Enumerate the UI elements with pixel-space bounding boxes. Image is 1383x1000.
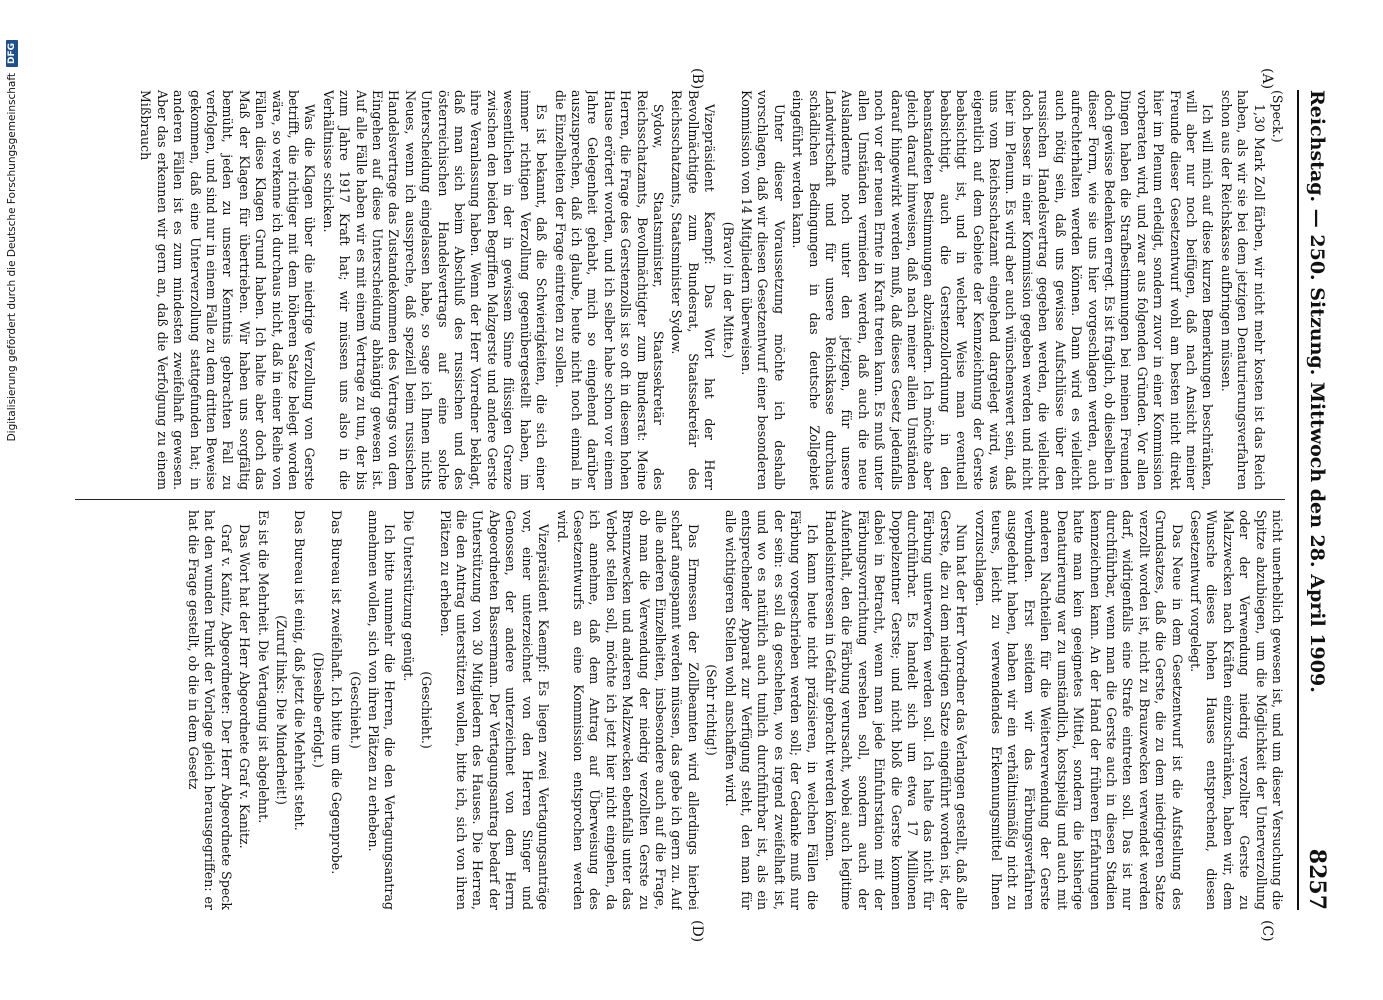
paragraph: (Zuruf links: Die Minderheit!) (274, 615, 290, 805)
paragraph: Das Bureau ist einig, daß jetzt die Mehrheit steht. (292, 510, 308, 831)
margin-mark-a: (A) (1259, 68, 1275, 90)
running-header (1297, 90, 1335, 910)
paragraph: Es ist die Mehrheit. Die Vertagung ist abgelehnt. (255, 510, 271, 824)
footer-credit: Digitalisierung gefördert durch die Deutsche Forschungsgemeinschaft (6, 73, 18, 442)
paragraph: Das Bureau ist zweifelhaft. Ich bitte um die Gegenprobe. (329, 510, 345, 875)
paragraph: Was die Klagen über die niedrige Verzollung von Gerste betrifft, die richtiger mit dem höheren Satze belegt worden wäre, so verkenne ich durchaus nicht, daß in einer Reihe von Fällen diese Klagen Grund haben. Ich halte aber doch das Maß der Klagen für übertrieben. Wir haben uns sorgfältig bemüht, jeden zu unserer Kenntnis gebrachten Fall zu verfolgen, und sind nur in einem Falle zu dem dritten Beweise gekommen, daß eine Unterverzollung stattgefunden hat; in anderen Fällen ist es zum mindesten zweifelhaft gewesen. Aber das erkennen wir gern an, daß die Verfolgung zu einem Mißbrauch (138, 90, 318, 490)
header-title: Reichstag. — 250. Sitzung. Mittwoch den 28. April 1909. (1306, 90, 1328, 693)
right-column (75, 510, 1285, 910)
paragraph: (Dieselbe erfolgt.) (310, 652, 326, 768)
paragraph: (Geschieht.) (347, 671, 363, 749)
margin-mark-d: (D) (689, 920, 705, 943)
paragraph: Das Wort hat der Herr Abgeordnete Graf v. Kanitz. (237, 524, 253, 849)
paragraph: Nun hat der Herr Vorredner das Verlangen gestellt, daß alle Gerste, die zu dem niedrigen Satze eingeführt worden ist, der Färbung unterworfen werden soll. Ich halte das nicht für durchführbar. Es handelt sich um etwa 17 Millionen Doppelzentner Gerste; und nicht bloß die Gerste kommen dabei in Betracht, wenn man jede Einfuhrstation mit der Färbungsvorrichtung versehen soll, sondern auch der Aufenthalt, den die Färbung verursacht, wobei auch legitime Handelsinteressen in Gefahr gebracht werden können. (823, 510, 970, 910)
paragraph: Ich bitte nunmehr die Herren, die den Vertagungsantrag annehmen wollen, sich von ihren Plätzen zu erheben. (366, 510, 398, 910)
paragraph: Vizepräsident Kaempf: Es liegen zwei Vertagungsanträge vor, einer unterzeichnet von den Herren Singer und Genossen, der andere unterzeichnet von dem Herrn Abgeordneten Bassermann. Der Vertagungsantrag bedarf der Unterstützung von 30 Mitgliedern des Hauses. Die Herren, die den Antrag unterstützen wollen, bitte ich, sich von ihren Plätzen zu erheben. (437, 510, 552, 910)
paragraph: 1,30 Mark Zoll färben, wir nicht mehr kosten ist das Reich haben, als wir sie bei dem jetzigen Denaturierungsverfahren schon aus der Reichskasse aufbringen müssen. (1218, 90, 1267, 490)
paragraph: Es ist bekannt, daß die Schwierigkeiten, die sich einer immer richtigen Verzollung gegenübergestellt haben, im wesentlichen in der in gewissem Sinne flüssigen Grenze zwischen den beiden Begriffen Malzgerste und andere Gerste ihre Veranlassung haben. Wenn der Herr Vorredner beklagt, daß man sich beim Abschluß des russischen und des österreichischen Handelsvertrags auf eine solche Unterscheidung eingelassen habe, so sage ich Ihnen nichts Neues, wenn ich ausspreche, daß speziell beim russischen Handelsvertrage das Zustandekommen des Vertrags von dem Eingehen auf diese Unterscheidung abhängig gewesen ist. Auf alle Fälle haben wir es mit einem Vertrage zu tun, der bis zum Jahre 1917 Kraft hat; wir müssen uns also in die Verhältnisse schicken. (320, 90, 550, 490)
paragraph: Graf v. Kanitz, Abgeordneter: Der Herr Abgeordnete Speck hat den wunden Punkt der Vorlage gleich herausgegriffen: er hat die Frage gestellt, ob die in dem Gesetz (186, 510, 234, 910)
paragraph: Ich kann heute nicht präzisieren, in welchen Fällen die Färbung vorgeschrieben werden soll; der Gedanke muß nur der sein: es soll da geschehen, wo es irgend zweifelhaft ist, und wo es natürlich auch tunlich durchführbar ist, als ein entsprechender Apparat zur Verfügung steht, den man für alle wichtigeren Stellen wohl anschaffen wird. (722, 510, 820, 910)
paragraph: (Geschieht.) (419, 671, 435, 749)
paragraph: Vizepräsident Kaempf: Das Wort hat der Herr Bevollmächtigte zum Bundesrat, Staatssekretär des Reichsschatzamts, Staatsminister Sydow. (669, 90, 718, 490)
paragraph: Das Neue in dem Gesetzentwurf ist die Aufstellung des Grundsatzes, daß die Gerste, die zu dem niedrigeren Satze verzollt worden ist, nicht zu Brauzwecken verwendet werden darf, widrigenfalls eine Strafe eintreten soll. Das ist nur durchführbar, wenn man die Gerste auch in diesen Stadien kennzeichnen kann. An der Hand der früheren Erfahrungen hatte man kein geeignetes Mittel, sondern die bisherige Denaturierung war zu umständlich, kostspielig und auch mit anderen Nachteilen für die Weiterverwendung der Gerste verbunden. Erst seitdem wir das Färbungsverfahren ausgedehnt haben, haben wir ein verhältnismäßig nicht zu teures, leicht zu verwendendes Erkennungsmittel Ihnen vorzuschlagen. (972, 510, 1185, 910)
column-divider (75, 499, 1285, 500)
margin-mark-c: (C) (1259, 920, 1275, 942)
paragraph: (Speck.) (1270, 90, 1285, 143)
paragraph: Unter dieser Voraussetzung möchte ich deshalb vorschlagen, daß wir diesen Gesetzentwurf einer besonderen Kommission von 14 Mitgliedern überweisen. (739, 90, 787, 490)
paragraph: Die Unterstützung genügt. (400, 510, 416, 682)
margin-mark-b: (B) (689, 68, 705, 90)
left-column (75, 90, 1285, 490)
paragraph: (Sehr richtig!) (704, 664, 720, 756)
paragraph: (Bravo! in der Mitte.) (720, 221, 736, 359)
page-number: 8257 (1304, 848, 1330, 910)
footer-credit-line (4, 0, 20, 1000)
dfg-logo-icon: DFG (6, 40, 18, 67)
digitization-footer (4, 0, 20, 1000)
paragraph: Ich will mich auf diese kurzen Bemerkungen beschränken, will aber nur noch beifügen, daß nach Ansicht meiner Freunde dieser Gesetzentwurf wohl am besten nicht direkt hier im Plenum erledigt, sondern zuvor in einer Kommission vorberaten wird, und zwar aus folgenden Gründen. Vor allen Dingen haben die Strafbestimmungen bei meinen Freunden doch gewisse Bedenken erregt. Es ist fraglich, ob dieselben in dieser Form, wie sie uns hier vorgeschlagen werden, auch aufrechterhalten werden können. Dann wird es vielleicht auch nötig sein, daß uns gewisse Aufschlüsse über den russischen Handelsvertrag gegeben werden, die vielleicht doch besser in einer Kommission gegeben werden und nicht hier im Plenum. Es wird aber auch wünschenswert sein, daß uns vom Reichsschatzamt eingehend dargelegt wird, was eigentlich auf dem Gebiete der Kennzeichnung der Gerste beabsichtigt ist, und in welcher Weise man eventuell beabsichtigt, auch die Gerstenzollordnung in den beanstandeten Bestimmungen abzuändern. Ich möchte aber gleich darauf hinweisen, daß nach meiner allein Umständen darauf hingewirkt werden muß, daß dieses Gesetz jedenfalls noch vor der neuen Ernte in Kraft treten kann. Es muß unter allen Umständen vermieden werden, daß auch die neue Auslandernte noch unter den jetzigen, für unsere Landwirtschaft und für unsere Reichskasse durchaus schädlichen Bedingungen in das deutsche Zollgebiet eingeführt werden kann. (790, 90, 1216, 490)
paragraph: nicht unerheblich gewesen ist, und um dieser Versuchung die Spitze abzubiegen, um die Möglichkeit der Unterverzollung oder der Verwendung niedrig verzollter Gerste zu Malzzwecken nach Kräften einzuschränken, haben wir, dem Wunsche dieses hohen Hauses entsprechend, diesen Gesetzentwurf vorgelegt. (1187, 510, 1285, 910)
paragraph: Das Ermessen der Zollbeamten wird allerdings hierbei scharf angespannt werden müssen, das gebe ich gern zu. Auf alle anderen Einzelheiten, insbesondere auch auf die Frage, ob man die Verwendung der niedrig verzollten Gerste zu Brennzwecken und anderen Malzzwecken ebenfalls unter das Verbot stellen soll, möchte ich jetzt hier nicht eingehen, da ich annehme, daß dem Antrag auf Überweisung des Gesetzentwurfs an eine Kommission entsprochen werden wird. (554, 510, 701, 910)
paragraph: Sydow, Staatsminister, Staatssekretär des Reichsschatzamts, Bevollmächtigter zum Bundesrat: Meine Herren, die Frage des Gerstenzolls ist so oft in diesem hohen Hause erörtert worden, und ich selber habe schon vor einem Jahre Gelegenheit gehabt, mich so eingehend darüber auszusprechen, daß ich glaube, heute nicht noch einmal in die Einzelheiten der Frage eintreten zu sollen. (552, 90, 666, 490)
document-page (45, 60, 1345, 943)
